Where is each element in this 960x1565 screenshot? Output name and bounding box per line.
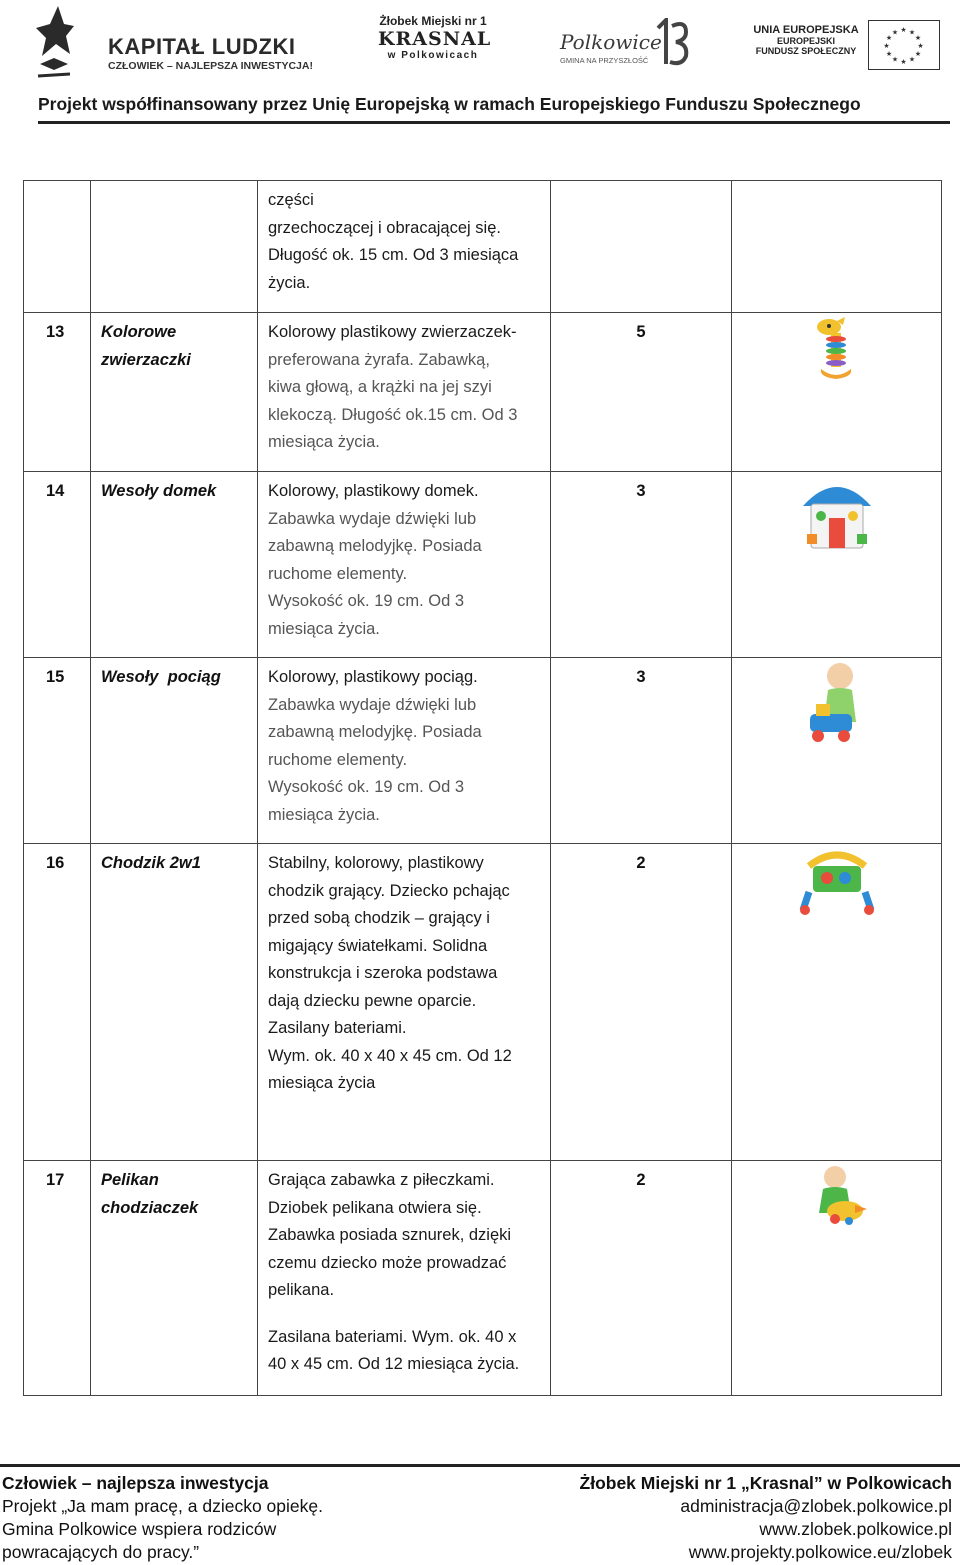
footer-website-link[interactable]: www.zlobek.polkowice.pl xyxy=(759,1519,952,1539)
description-line: Stabilny, kolorowy, plastikowy xyxy=(268,854,484,872)
name-line: chodziaczek xyxy=(101,1198,199,1217)
polkowice-name: Polkowice xyxy=(560,30,662,54)
row-number-cell xyxy=(24,181,91,313)
row-name-cell xyxy=(91,181,258,313)
svg-text:★: ★ xyxy=(914,51,922,58)
svg-text:★: ★ xyxy=(891,29,899,37)
svg-text:★: ★ xyxy=(917,43,924,50)
description-line: czemu dziecko może prowadzać xyxy=(268,1253,507,1272)
eu-logo xyxy=(750,20,950,76)
row-description xyxy=(258,1161,551,1396)
row-name xyxy=(91,658,258,844)
table-row xyxy=(24,844,942,1161)
row-image xyxy=(732,844,942,1161)
footer-right-title: Żłobek Miejski nr 1 „Krasnal” w Polkowicach xyxy=(579,1473,952,1493)
row-name xyxy=(91,472,258,658)
row-number: 17 xyxy=(24,1161,91,1396)
description-line: grzechoczącej i obracającej się. xyxy=(268,218,501,237)
cofinancing-slogan: Projekt współfinansowany przez Unię Europejską w ramach Europejskiego Funduszu Społecznego xyxy=(38,94,861,114)
eu-line3: FUNDUSZ SPOŁECZNY xyxy=(755,46,857,56)
description-line: Wysokość ok. 19 cm. Od 3 xyxy=(268,592,465,610)
description-line: części xyxy=(268,191,314,209)
toys-table xyxy=(23,180,942,1396)
description-line: Zabawka wydaje dźwięki lub xyxy=(268,695,477,714)
svg-text:★: ★ xyxy=(883,43,890,50)
polkowice-emblem-icon xyxy=(652,18,692,70)
row-name xyxy=(91,313,258,472)
description-line: zabawną melodyjkę. Posiada xyxy=(268,537,482,555)
table-row xyxy=(24,472,942,658)
row-name xyxy=(91,1161,258,1396)
description-line: Zabawka wydaje dźwięki lub xyxy=(268,509,477,528)
kapital-title: KAPITAŁ LUDZKI xyxy=(108,34,296,59)
svg-text:★: ★ xyxy=(900,59,907,66)
giraffe-rattle-icon xyxy=(807,315,867,383)
row-name xyxy=(91,844,258,1161)
table-row xyxy=(24,313,942,472)
description-line: Kolorowy plastikowy zwierzaczek- xyxy=(268,323,517,341)
description-line: Zasilany bateriami. xyxy=(268,1019,407,1037)
row-quantity-cell xyxy=(551,181,732,313)
star-figure-icon xyxy=(34,4,74,80)
description-line: klekoczą. Długość ok.15 cm. Od 3 xyxy=(268,405,518,424)
description-line: miesiąca życia. xyxy=(268,619,380,638)
polkowice-logo xyxy=(556,18,696,74)
footer-contact-info xyxy=(580,1472,952,1564)
eu-line2: EUROPEJSKI xyxy=(776,36,836,46)
description-line: dają dziecku pewne oparcie. xyxy=(268,991,477,1010)
row-quantity: 2 xyxy=(551,844,732,1161)
svg-text:★: ★ xyxy=(914,35,922,42)
description-line: Długość ok. 15 cm. Od 3 miesiąca xyxy=(268,246,519,264)
row-image xyxy=(732,658,942,844)
row-quantity: 3 xyxy=(551,472,732,658)
table-row xyxy=(24,1161,942,1396)
footer-left-title: Człowiek – najlepsza inwestycja xyxy=(2,1473,269,1493)
row-description xyxy=(258,472,551,658)
krasnal-line2: KRASNAL xyxy=(378,28,492,50)
description-line: chodzik grający. Dziecko pchając xyxy=(268,881,510,900)
description-line: Wym. ok. 40 x 40 x 45 cm. Od 12 xyxy=(268,1046,512,1065)
row-image xyxy=(732,1161,942,1396)
row-description xyxy=(258,844,551,1161)
description-line: przed sobą chodzik – grający i xyxy=(268,909,490,927)
footer-project-website-link[interactable]: www.projekty.polkowice.eu/zlobek xyxy=(688,1542,952,1562)
baby-with-train-icon xyxy=(802,660,872,744)
row-image xyxy=(732,472,942,658)
footer-left-line: Gmina Polkowice wspiera rodziców xyxy=(2,1519,277,1539)
description-line: Kolorowy, plastikowy pociąg. xyxy=(268,668,478,686)
description-line: miesiąca życia xyxy=(268,1074,376,1092)
description-line: miesiąca życia. xyxy=(268,433,380,451)
name-line: Chodzik 2w1 xyxy=(101,854,201,872)
description-line: preferowana żyrafa. Zabawką, xyxy=(268,350,490,369)
row-image xyxy=(732,313,942,472)
toy-house-icon xyxy=(799,474,875,554)
svg-text:★: ★ xyxy=(908,56,916,64)
name-line: Pelikan xyxy=(101,1171,159,1189)
svg-text:★: ★ xyxy=(908,29,916,37)
name-line: Wesoły pociąg xyxy=(101,668,221,686)
header-divider xyxy=(38,121,950,124)
row-quantity: 5 xyxy=(551,313,732,472)
svg-text:★: ★ xyxy=(885,35,893,42)
footer-project-info xyxy=(2,1472,323,1564)
svg-text:★: ★ xyxy=(885,51,893,58)
eu-line1: UNIA EUROPEJSKA xyxy=(753,24,859,36)
description-line: zabawną melodyjkę. Posiada xyxy=(268,723,482,741)
description-line: pelikana. xyxy=(268,1281,335,1299)
krasnal-line3: w Polkowicach xyxy=(387,50,479,61)
svg-text:★: ★ xyxy=(891,56,899,64)
name-line: Kolorowe xyxy=(101,323,177,341)
row-number: 14 xyxy=(24,472,91,658)
footer-divider xyxy=(0,1464,960,1467)
description-line: ruchome elementy. xyxy=(268,750,408,769)
table-row xyxy=(24,181,942,313)
description-line: miesiąca życia. xyxy=(268,805,380,824)
row-quantity: 2 xyxy=(551,1161,732,1396)
krasnal-logo xyxy=(378,14,492,70)
name-line: Wesoły domek xyxy=(101,482,217,500)
krasnal-line1: Żłobek Miejski nr 1 xyxy=(379,14,487,28)
kapital-ludzki-logo xyxy=(34,4,313,82)
baby-with-pelican-icon xyxy=(805,1163,869,1227)
footer-left-line: powracających do pracy.” xyxy=(2,1542,200,1562)
eu-flag-icon xyxy=(868,20,940,70)
description-line: kiwa głową, a krążki na jej szyi xyxy=(268,378,492,396)
description-line: Grająca zabawka z piłeczkami. xyxy=(268,1171,495,1189)
description-line: migający światełkami. Solidna xyxy=(268,936,488,955)
description-line: życia. xyxy=(268,273,311,292)
description-line: Wysokość ok. 19 cm. Od 3 xyxy=(268,778,465,796)
page-header xyxy=(0,0,960,130)
name-line: zwierzaczki xyxy=(101,350,191,369)
kapital-subtitle: CZŁOWIEK – NAJLEPSZA INWESTYCJA! xyxy=(108,60,313,72)
table-row xyxy=(24,658,942,844)
description-line: Dziobek pelikana otwiera się. xyxy=(268,1198,482,1217)
row-description-cell xyxy=(258,181,551,313)
baby-walker-icon xyxy=(799,846,875,916)
description-line: ruchome elementy. xyxy=(268,564,408,583)
svg-text:★: ★ xyxy=(900,27,907,34)
row-image-cell xyxy=(732,181,942,313)
description-line: 40 x 45 cm. Od 12 miesiąca życia. xyxy=(268,1355,520,1373)
footer-left-line: Projekt „Ja mam pracę, a dziecko opiekę. xyxy=(2,1496,323,1516)
row-description xyxy=(258,313,551,472)
description-line: Zasilana bateriami. Wym. ok. 40 x xyxy=(268,1327,517,1346)
row-number: 13 xyxy=(24,313,91,472)
description-line: Zabawka posiada sznurek, dzięki xyxy=(268,1226,512,1244)
description-line: Kolorowy, plastikowy domek. xyxy=(268,482,479,500)
footer-email-link[interactable]: administracja@zlobek.polkowice.pl xyxy=(680,1496,952,1516)
row-description xyxy=(258,658,551,844)
row-number: 15 xyxy=(24,658,91,844)
description-line: konstrukcja i szeroka podstawa xyxy=(268,964,498,982)
row-quantity: 3 xyxy=(551,658,732,844)
row-number: 16 xyxy=(24,844,91,1161)
polkowice-subtitle: GMINA NA PRZYSZŁOŚĆ xyxy=(560,56,649,65)
